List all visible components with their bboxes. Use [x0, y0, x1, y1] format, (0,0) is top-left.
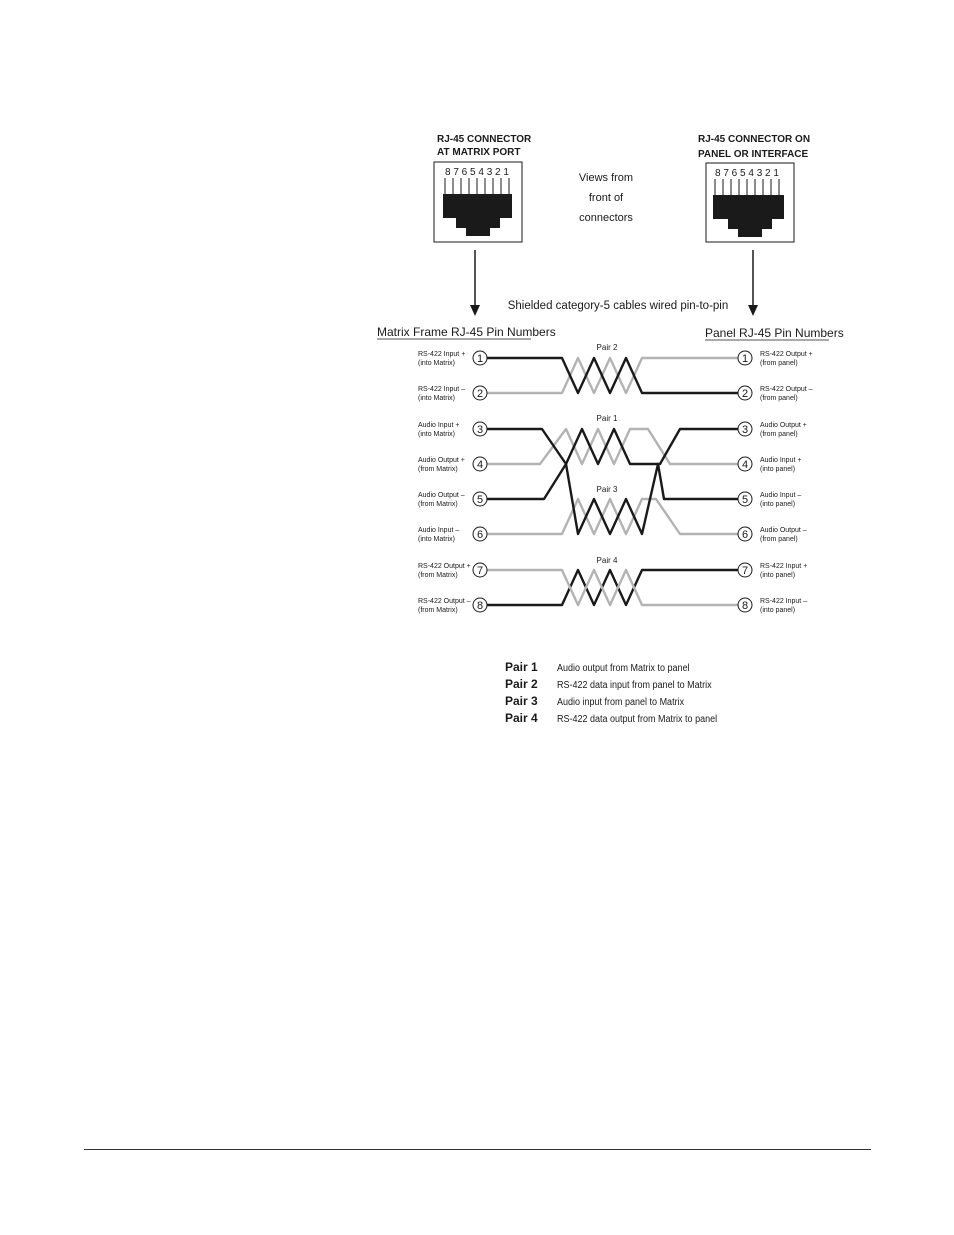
right-connector-body: [713, 195, 784, 237]
pair-label-4: Pair 4: [596, 556, 618, 565]
left-pin-number: 3: [476, 424, 484, 436]
left-pin-label: (from Matrix): [418, 572, 458, 579]
left-connector-body: [443, 194, 512, 236]
left-pin-number: 6: [476, 529, 484, 541]
right-arrow-icon: [748, 305, 758, 316]
right-pin-number: 5: [741, 494, 749, 506]
views-note-line-2: front of: [588, 192, 624, 204]
left-pin-label: (from Matrix): [418, 607, 458, 614]
cable-note: Shielded category-5 cables wired pin-to-pin: [507, 300, 729, 312]
legend-desc: Audio input from panel to Matrix: [557, 697, 685, 708]
views-note-line-1: Views from: [578, 172, 634, 184]
right-pin-label: Audio Input +: [760, 457, 802, 464]
right-connector-title-2: PANEL OR INTERFACE: [698, 149, 809, 160]
left-pin-label: Audio Input –: [418, 527, 460, 534]
pair-label-3: Pair 3: [596, 485, 618, 494]
legend-desc: RS-422 data output from Matrix to panel: [557, 714, 718, 725]
right-pin-label: Audio Output +: [760, 422, 807, 429]
left-pin-number: 4: [476, 459, 484, 471]
right-pin-label: Audio Output –: [760, 527, 807, 534]
right-pin-label: (from panel): [760, 360, 798, 367]
legend-row: [505, 694, 735, 711]
left-pin-label: RS-422 Output +: [418, 563, 471, 570]
right-pin-number: 8: [741, 600, 749, 612]
views-note: [579, 172, 634, 224]
left-connector-title-1: RJ-45 CONNECTOR: [437, 134, 532, 145]
right-pin-number: 2: [741, 388, 749, 400]
right-pin-label: Audio Input –: [760, 492, 802, 499]
right-pin-label: (from panel): [760, 395, 798, 402]
right-pin-label: (into panel): [760, 501, 796, 508]
left-connector: [434, 134, 532, 242]
left-connector-pins: 8 7 6 5 4 3 2 1: [445, 167, 509, 178]
legend-label: Pair 1: [505, 660, 538, 674]
right-pin-label: (into panel): [760, 466, 796, 473]
right-pin-label: (from panel): [760, 431, 798, 438]
right-heading: Panel RJ-45 Pin Numbers: [705, 326, 844, 340]
left-pin-label: RS-422 Input –: [418, 386, 466, 393]
wires: [487, 358, 738, 605]
legend-desc: RS-422 data input from panel to Matrix: [557, 680, 712, 691]
legend-row: [505, 677, 735, 694]
right-pin-number: 6: [741, 529, 749, 541]
left-pin-label: (from Matrix): [418, 501, 458, 508]
right-pin-number: 7: [741, 565, 749, 577]
left-pin-label: Audio Output +: [418, 457, 465, 464]
right-connector-pins: 8 7 6 5 4 3 2 1: [715, 168, 779, 179]
legend-label: Pair 3: [505, 694, 538, 708]
left-heading: Matrix Frame RJ-45 Pin Numbers: [377, 325, 556, 339]
left-pin-label: (into Matrix): [418, 395, 455, 402]
right-pin-number: 1: [741, 353, 749, 365]
left-pin-label: (into Matrix): [418, 360, 455, 367]
legend-label: Pair 2: [505, 677, 538, 691]
pin-rows: [418, 351, 813, 614]
left-pin-number: 7: [476, 565, 484, 577]
right-pin-label: RS-422 Output +: [760, 351, 813, 358]
right-pin-label: RS-422 Output –: [760, 386, 813, 393]
left-pin-number: 8: [476, 600, 484, 612]
left-pin-label: (into Matrix): [418, 536, 455, 543]
left-pin-label: (from Matrix): [418, 466, 458, 473]
left-pin-label: Audio Input +: [418, 422, 460, 429]
legend-row: [505, 660, 735, 677]
legend-desc: Audio output from Matrix to panel: [557, 663, 690, 674]
left-pin-number: 1: [476, 353, 484, 365]
left-pin-label: (into Matrix): [418, 431, 455, 438]
left-pin-label: RS-422 Output –: [418, 598, 471, 605]
right-pin-label: RS-422 Input +: [760, 563, 808, 570]
left-arrow-icon: [470, 305, 480, 316]
left-pin-label: Audio Output –: [418, 492, 465, 499]
pair-label-1: Pair 1: [596, 414, 618, 423]
left-connector-contacts: [445, 178, 509, 194]
wire-3: [487, 429, 738, 534]
pair-legend: [505, 660, 735, 728]
right-pin-number: 4: [741, 459, 749, 471]
right-pin-label: RS-422 Input –: [760, 598, 808, 605]
left-pin-number: 2: [476, 388, 484, 400]
left-pin-number: 5: [476, 494, 484, 506]
footer-rule: [84, 1149, 871, 1150]
right-pin-label: (into panel): [760, 572, 796, 579]
pair-label-2: Pair 2: [596, 343, 618, 352]
right-connector-title-1: RJ-45 CONNECTOR ON: [698, 134, 811, 145]
right-pin-label: (into panel): [760, 607, 796, 614]
right-pin-label: (from panel): [760, 536, 798, 543]
legend-label: Pair 4: [505, 711, 538, 725]
right-pin-number: 3: [741, 424, 749, 436]
pair-labels: [597, 343, 618, 565]
right-connector-contacts: [715, 179, 779, 195]
right-connector: [698, 134, 810, 242]
views-note-line-3: connectors: [579, 212, 633, 224]
legend-row: [505, 711, 735, 728]
left-pin-label: RS-422 Input +: [418, 351, 466, 358]
left-connector-title-2: AT MATRIX PORT: [437, 147, 521, 158]
